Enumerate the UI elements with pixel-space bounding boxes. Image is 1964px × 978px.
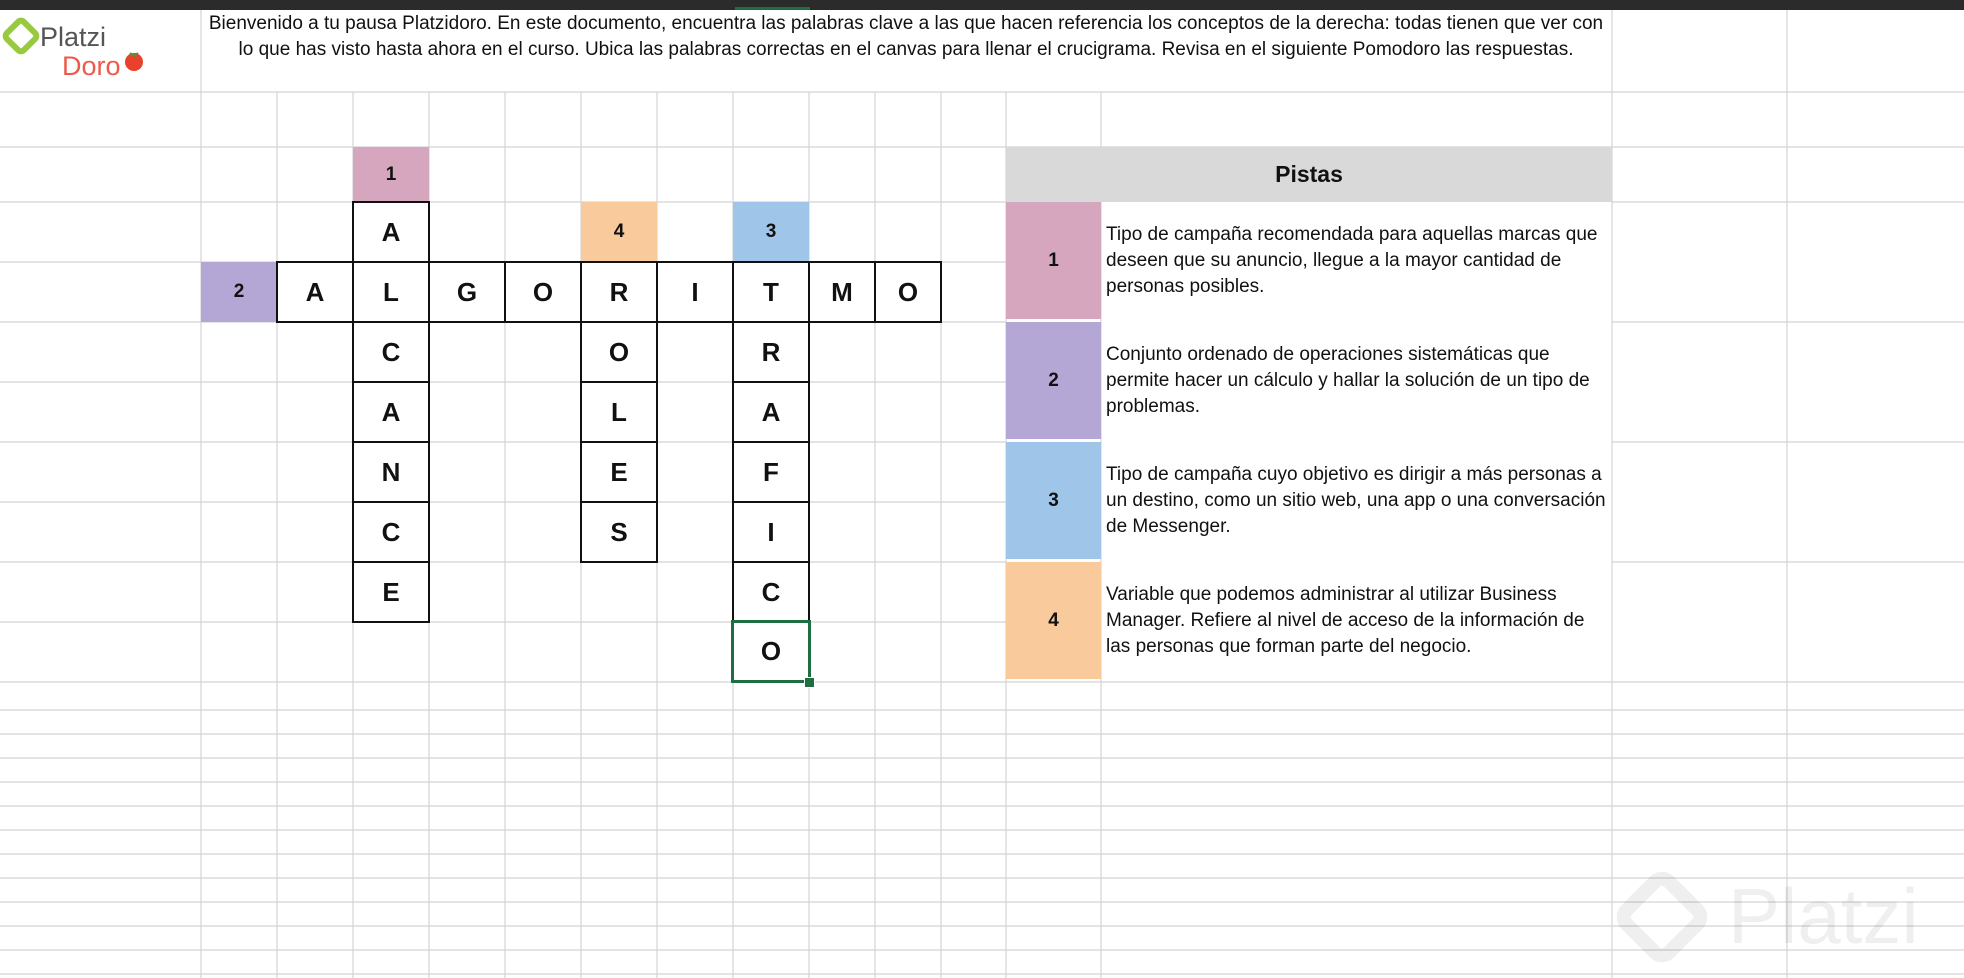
- crossword-number-2: 2: [201, 262, 277, 322]
- clue-number-3: 3: [1006, 442, 1101, 559]
- platzi-watermark: [1610, 855, 1964, 975]
- crossword-cell[interactable]: O: [874, 261, 942, 323]
- watermark-text: Platzi: [1728, 872, 1919, 960]
- crossword-cell[interactable]: A: [352, 201, 430, 263]
- clue-number-1: 1: [1006, 202, 1101, 319]
- clue-number-2: 2: [1006, 322, 1101, 439]
- crossword-cell[interactable]: F: [732, 441, 810, 503]
- fill-handle[interactable]: [804, 677, 815, 688]
- crossword-cell[interactable]: C: [732, 561, 810, 623]
- platzi-doro-logo: [0, 12, 200, 82]
- crossword-cell[interactable]: I: [656, 261, 734, 323]
- crossword-cell[interactable]: O: [504, 261, 582, 323]
- crossword-number-4: 4: [581, 202, 657, 262]
- crossword-cell[interactable]: R: [580, 261, 658, 323]
- crossword-cell[interactable]: A: [352, 381, 430, 443]
- crossword-cell[interactable]: C: [352, 321, 430, 383]
- clue-text-4: Variable que podemos administrar al utilizar Business Manager. Refiere al nivel de acceso de la información de las personas que forman parte del negocio.: [1102, 562, 1610, 680]
- crossword-cell[interactable]: C: [352, 501, 430, 563]
- crossword-cell[interactable]: L: [580, 381, 658, 443]
- crossword-cell[interactable]: I: [732, 501, 810, 563]
- crossword-cell[interactable]: G: [428, 261, 506, 323]
- crossword-number-1: 1: [353, 147, 429, 202]
- crossword-cell[interactable]: S: [580, 501, 658, 563]
- intro-text: Bienvenido a tu pausa Platzidoro. En este documento, encuentra las palabras clave a las que hacen referencia los conceptos de la derecha: todas tienen que ver con lo que has visto hasta ahora en el curso. Ubica las palabras correctas en el canvas para llenar el crucigrama. Revisa en el siguiente Pomodoro las respuestas.: [203, 11, 1609, 91]
- clue-number-4: 4: [1006, 562, 1101, 679]
- crossword-cell[interactable]: E: [580, 441, 658, 503]
- crossword-cell[interactable]: O: [580, 321, 658, 383]
- crossword-cell[interactable]: A: [732, 381, 810, 443]
- crossword-cell[interactable]: M: [808, 261, 876, 323]
- crossword-cell[interactable]: R: [732, 321, 810, 383]
- crossword-number-3: 3: [733, 202, 809, 262]
- crossword-cell[interactable]: L: [352, 261, 430, 323]
- platzi-logo-icon: [0, 12, 200, 82]
- clue-text-3: Tipo de campaña cuyo objetivo es dirigir a más personas a un destino, como un sitio web, una app o una conversación de Messenger.: [1102, 442, 1610, 560]
- logo-line2: Doro: [62, 51, 121, 81]
- crossword-cell[interactable]: N: [352, 441, 430, 503]
- crossword-cell[interactable]: E: [352, 561, 430, 623]
- clue-text-1: Tipo de campaña recomendada para aquellas marcas que deseen que su anuncio, llegue a la mayor cantidad de personas posibles.: [1102, 202, 1610, 320]
- crossword-cell-selected[interactable]: O: [731, 620, 811, 683]
- crossword-cell[interactable]: A: [276, 261, 354, 323]
- logo-line1: Platzi: [40, 22, 107, 52]
- clues-header: Pistas: [1006, 147, 1612, 202]
- crossword-cell[interactable]: T: [732, 261, 810, 323]
- clue-text-2: Conjunto ordenado de operaciones sistemáticas que permite hacer un cálculo y hallar la solución de un tipo de problemas.: [1102, 322, 1610, 440]
